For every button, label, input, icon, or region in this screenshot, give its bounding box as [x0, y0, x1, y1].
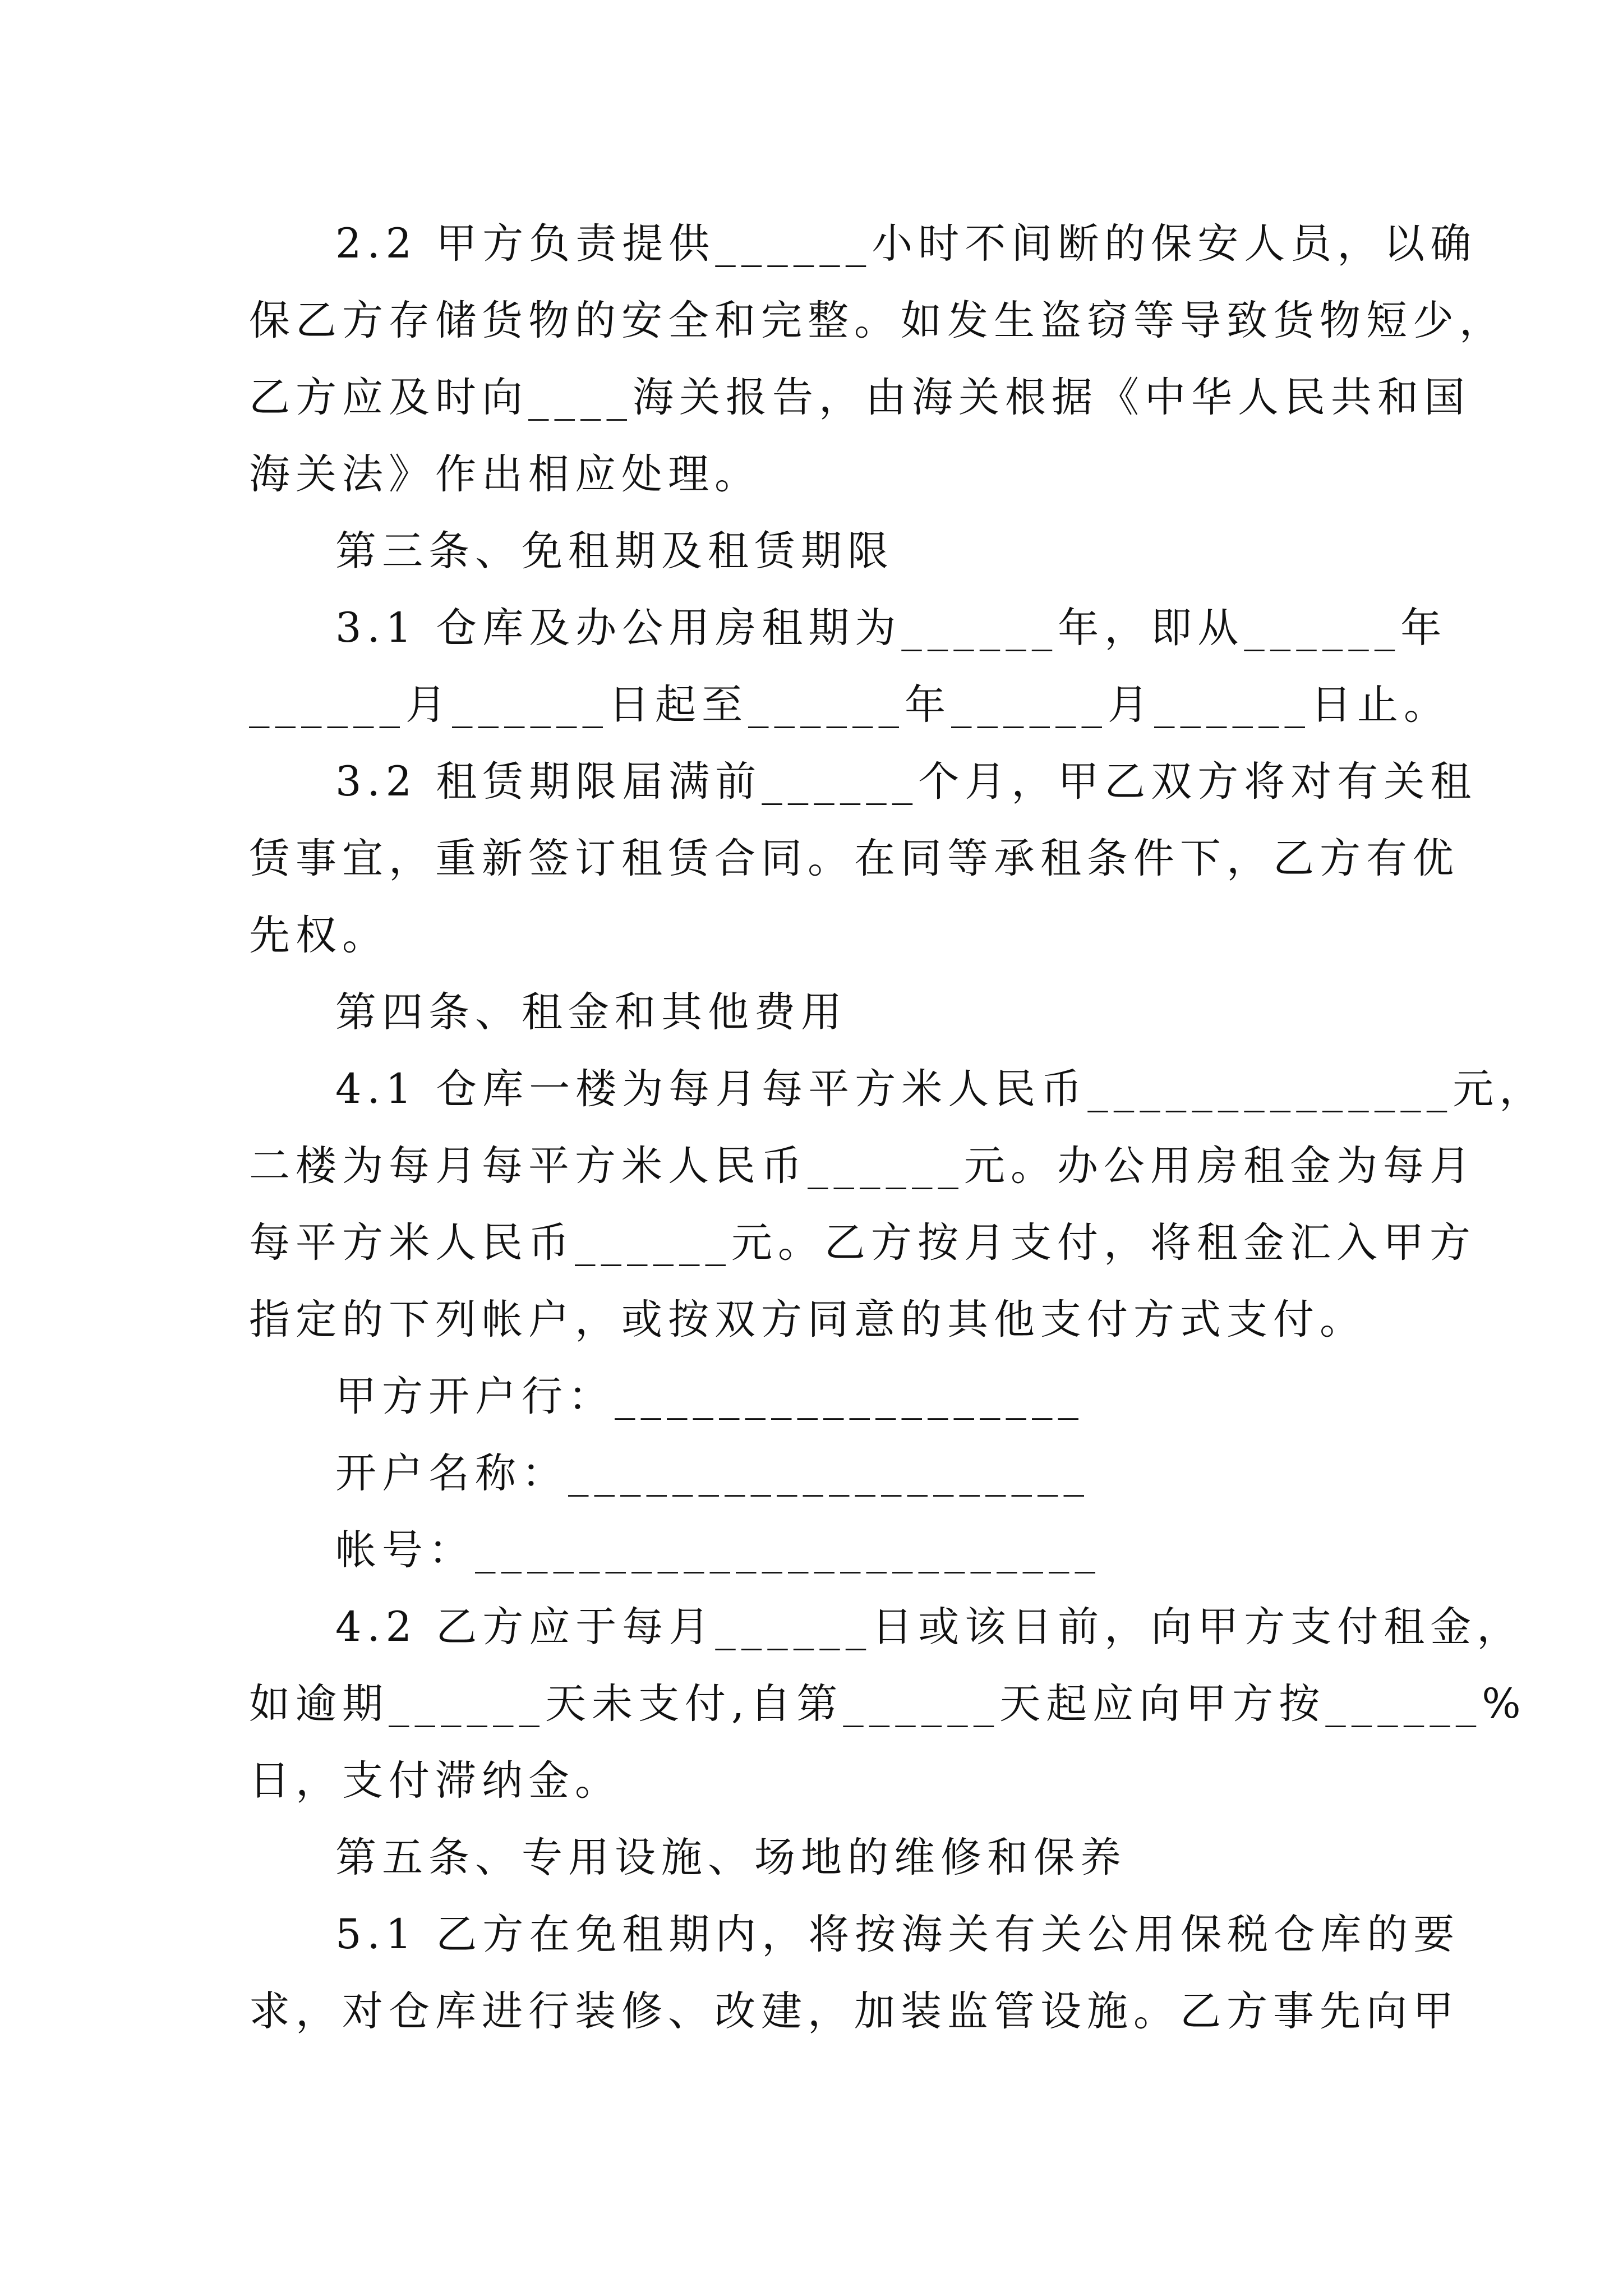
text-line: 赁事宜，重新签订租赁合同。在同等承租条件下，乙方有优: [249, 835, 1459, 882]
text-line: 4.1 仓库一楼为每月每平方米人民币______________元，: [335, 1065, 1546, 1113]
text-line: 3.2 租赁期限届满前______个月，甲乙双方将对有关租: [335, 758, 1477, 806]
text-line: 3.1 仓库及办公用房租期为______年，即从______年: [335, 604, 1447, 652]
section-heading: 第五条、专用设施、场地的维修和保养: [335, 1834, 1127, 1881]
text-line: 指定的下列帐户，或按双方同意的其他支付方式支付。: [249, 1296, 1366, 1343]
text-line: 如逾期______天未支付,自第______天起应向甲方按______%: [249, 1680, 1527, 1728]
text-line: 二楼为每月每平方米人民币______元。办公用房租金为每月: [249, 1142, 1476, 1190]
text-line: 5.1 乙方在免租期内，将按海关有关公用保税仓库的要: [335, 1911, 1460, 1958]
account-number-field: 帐号：________________________: [335, 1526, 1101, 1574]
text-line: 先权。: [249, 912, 389, 959]
text-line: 海关法》作出相应处理。: [249, 450, 761, 498]
section-heading: 第三条、免租期及租赁期限: [335, 527, 894, 575]
section-heading: 第四条、租金和其他费用: [335, 988, 847, 1036]
text-line: 每平方米人民币______元。乙方按月支付，将租金汇入甲方: [249, 1219, 1476, 1267]
text-line: 日，支付滞纳金。: [249, 1757, 621, 1805]
text-line: 求，对仓库进行装修、改建，加装监管设施。乙方事先向甲: [249, 1987, 1459, 2035]
text-line: ______月______日起至______年______月______日止。: [249, 681, 1450, 729]
text-line: 保乙方存储货物的安全和完整。如发生盗窃等导致货物短少，: [249, 297, 1506, 344]
account-name-field: 开户名称：____________________: [335, 1450, 1090, 1497]
text-line: 4.2 乙方应于每月______日或该日前，向甲方支付租金，: [335, 1603, 1524, 1651]
text-line: 2.2 甲方负责提供______小时不间断的保安人员，以确: [335, 220, 1477, 268]
bank-field: 甲方开户行：__________________: [335, 1373, 1084, 1420]
text-line: 乙方应及时向____海关报告，由海关根据《中华人民共和国: [249, 374, 1470, 421]
